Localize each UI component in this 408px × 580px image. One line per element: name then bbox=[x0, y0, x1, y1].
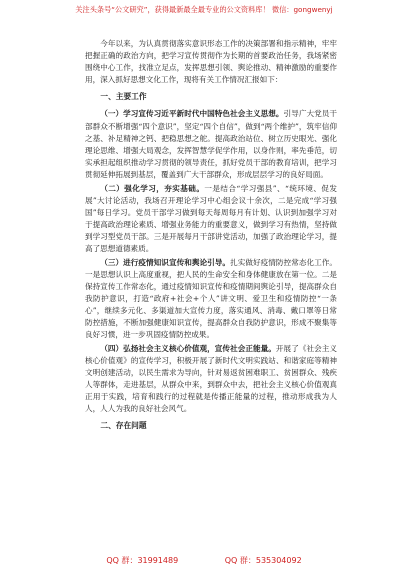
item-lead-4: （四）弘扬社会主义核心价值观，宣传社会正能量。 bbox=[100, 343, 276, 353]
item-body-3: 扎实做好疫情防控常态化工作。一是思想认识上高度重视，把人民的生命安全和身体健康放在第一位。二是保持宣传工作常态化，通过疫情知识宣传和疫情期间舆论引导，提高群众自我防护意识，打造“政府+社会+个人”讲文明、爱卫生和疫情防控“一条心”，继续多元化、多渠道加大宣传力度，落实通风、消毒、戴口罩等日常防控措施，不断加强健康知识宣传，提高群众自我防护意识，形成不聚集等良好习惯，进一步巩固疫情防控成果。 bbox=[85, 257, 337, 340]
footer-banner bbox=[0, 555, 408, 566]
item-paragraph-4 bbox=[85, 343, 337, 416]
item-body-2: 一是结合“学习强县”、“统环境、促发展”大讨论活动，我场召开理论学习中心组会议十余次，二是完成“学习强国”每日学习。党员干部学习做到每天每周每月有计划、认识到加强学习对于提高政治理论素质、增强业务能力的重要意义，做到学习有热情，坚持做到学习型党员干部。三是开展每月干部讲党活动，加强了政治理论学习，提高了思想道德素质。 bbox=[85, 183, 337, 253]
item-paragraph-1 bbox=[85, 108, 337, 181]
document-body bbox=[85, 38, 337, 437]
item-lead-3: （三）进行疫情知识宣传和舆论引导。 bbox=[100, 257, 231, 267]
section-heading-problems: 二、存在问题 bbox=[100, 421, 147, 431]
intro-paragraph: 今年以来，为认真贯彻落实意识形态工作的决策部署和指示精神，牢牢把握正确的政治方向，把学习宣传贯彻作为长期的首要政治任务，我场紧密围绕中心工作，找准立足点，发挥思想引领、舆论推动、精神激励的重要作用，深入抓好思想文化工作，现将有关工作情况汇报如下： bbox=[85, 39, 337, 85]
header-banner: 关注头条号“公文研究”，获得最新最全最专业的公文资料库！ 微信：gongwenyj bbox=[75, 5, 333, 14]
footer-qq-group-2: QQ 群：535304092 bbox=[224, 556, 302, 565]
footer-qq-group-1: QQ 群：31991489 bbox=[106, 556, 179, 565]
item-body-4: 开展了《社会主义核心价值观》的宣传学习，积极开展了新时代文明实践站、和谐家庭等精神文明创建活动，以民生需求为导向，针对易返贫困难职工、贫困群众、残疾人等群体，走进基层，从群众中来，到群众中去，把社会主义核心价值观真正用于实践，培育和践行的过程就是传播正能量的过程，推动形成我为人人，人人为我的良好社会风气。 bbox=[85, 343, 337, 414]
item-lead-2: （二）强化学习，夯实基础。 bbox=[100, 183, 205, 193]
item-lead-1: （一）学习宣传习近平新时代中国特色社会主义思想。 bbox=[100, 109, 284, 119]
item-paragraph-2 bbox=[85, 183, 337, 256]
section-heading-main-work: 一、主要工作 bbox=[100, 92, 147, 102]
item-paragraph-3 bbox=[85, 257, 337, 342]
item-body-1: 引导广大党员干部群众不断增强“四个意识”，坚定“四个自信”，做到“两个维护”，筑牢信仰之基、补足精神之钙、把稳思想之舵。提高政治站位、树立历史眼光、强化理论思维、增强大局观念，发挥智慧学促学作用，以身作则，率先垂范，切实承担起组织推动学习贯彻的领导责任，抓好党员干部的教育培训，把学习贯彻延伸拓展到基层，覆盖到广大干部群众，形成层层学习的良好局面。 bbox=[85, 109, 337, 179]
